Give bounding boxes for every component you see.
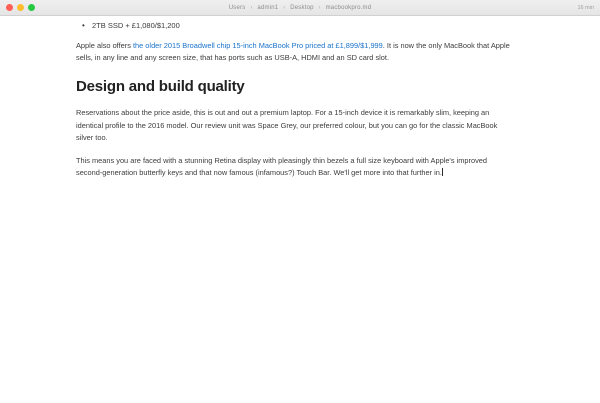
breadcrumb-separator: › — [283, 4, 286, 11]
breadcrumb-item-0[interactable]: Users — [228, 4, 246, 11]
paragraph-text-before-link: Apple also offers — [76, 41, 133, 50]
breadcrumb — [0, 5, 600, 11]
text-cursor — [442, 168, 443, 176]
page-title: Design and build quality — [76, 78, 245, 96]
breadcrumb-item-2[interactable]: Desktop — [290, 4, 314, 11]
paragraph-pricing — [76, 40, 512, 64]
list-item: • 2TB SSD + £1,080/$1,200 — [92, 20, 512, 31]
status-text: 16 min — [577, 4, 594, 11]
breadcrumb-item-filename[interactable]: macbookpro.md — [325, 4, 372, 11]
breadcrumb-item-1[interactable]: admin1 — [257, 4, 279, 11]
document-text-body[interactable] — [76, 20, 512, 190]
breadcrumb-separator: › — [250, 4, 253, 11]
document-scroll-area[interactable] — [0, 16, 600, 403]
window-titlebar — [0, 0, 600, 16]
paragraph-display — [76, 155, 512, 179]
spec-list — [76, 20, 512, 31]
paragraph-display-text: This means you are faced with a stunning Retina display with pleasingly thin bezels a full size keyboard with Apple's improved second-generation butterfly keys and that now famous (infamous?) Touch Bar. We'll get more into that further in. — [76, 156, 487, 178]
paragraph-design: Reservations about the price aside, this is out and out a premium laptop. For a 15-inch device it is remarkably slim, keeping an identical profile to the 2016 model. Our review unit was Space Grey, our preferred colour, but you can go for the classic MacBook silver too. — [76, 108, 498, 142]
older-macbook-pro-link[interactable]: the older 2015 Broadwell chip 15-inch MacBook Pro priced at £1,899/$1,999 — [132, 41, 383, 50]
paragraph-text-after-link: . It is now the only MacBook that Apple sells, in any line and any screen size, that has ports such as USB-A, HDMI and an SD card slot. — [76, 41, 510, 63]
breadcrumb-separator: › — [318, 4, 321, 11]
